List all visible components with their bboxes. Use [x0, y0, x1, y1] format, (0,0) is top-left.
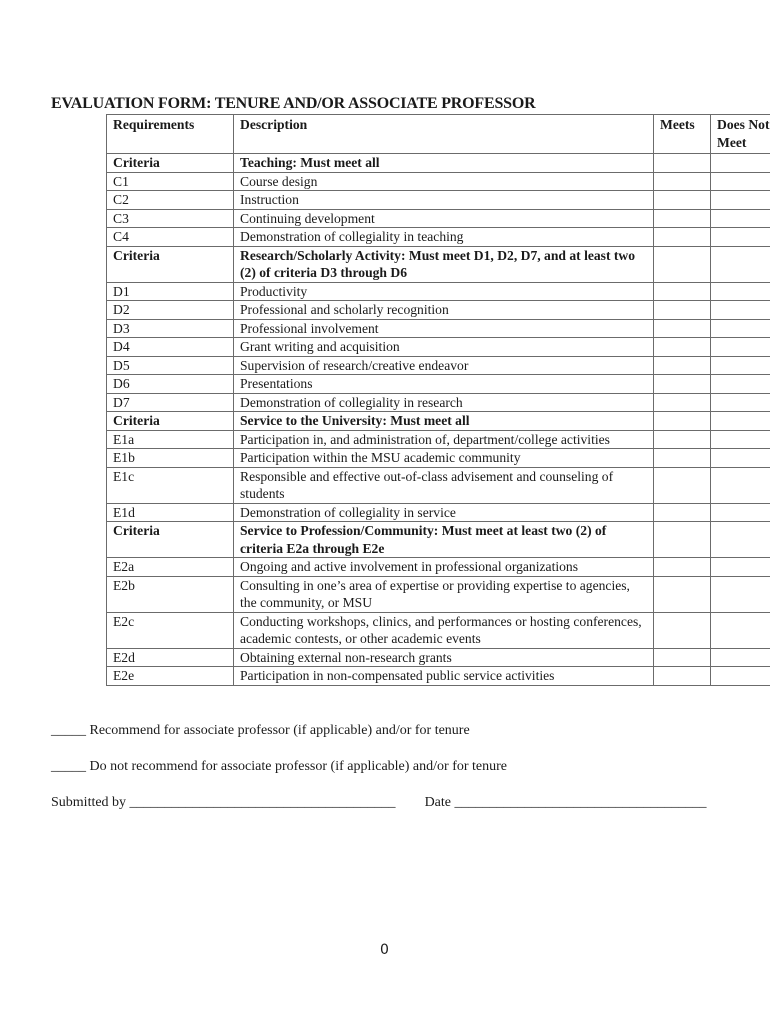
- table-row: [107, 430, 770, 449]
- meets-cell[interactable]: [654, 430, 711, 449]
- does-not-meet-cell[interactable]: [711, 228, 770, 247]
- requirement-cell: E1b: [107, 449, 234, 468]
- requirement-cell: E2b: [107, 576, 234, 612]
- table-row: [107, 612, 770, 648]
- description-cell: Service to the University: Must meet all: [234, 412, 654, 431]
- meets-cell[interactable]: [654, 449, 711, 468]
- meets-cell[interactable]: [654, 667, 711, 686]
- description-cell: Presentations: [234, 375, 654, 394]
- does-not-meet-cell[interactable]: [711, 246, 770, 282]
- table-row: [107, 319, 770, 338]
- table-row: [107, 209, 770, 228]
- description-cell: Participation in, and administration of, department/college activities: [234, 430, 654, 449]
- description-cell: Conducting workshops, clinics, and performances or hosting conferences, academic contests, or other academic events: [234, 612, 654, 648]
- evaluation-table: [106, 114, 770, 686]
- does-not-meet-cell[interactable]: [711, 393, 770, 412]
- does-not-meet-cell[interactable]: [711, 430, 770, 449]
- meets-cell[interactable]: [654, 503, 711, 522]
- requirement-cell: E1c: [107, 467, 234, 503]
- meets-cell[interactable]: [654, 338, 711, 357]
- description-cell: Professional and scholarly recognition: [234, 301, 654, 320]
- criteria-row: [107, 246, 770, 282]
- requirement-cell: Criteria: [107, 246, 234, 282]
- meets-cell[interactable]: [654, 209, 711, 228]
- submitted-by-field[interactable]: Submitted by ______________________________________: [51, 795, 396, 810]
- meets-cell[interactable]: [654, 393, 711, 412]
- does-not-meet-cell[interactable]: [711, 301, 770, 320]
- requirement-cell: D4: [107, 338, 234, 357]
- table-row: [107, 301, 770, 320]
- meets-cell[interactable]: [654, 612, 711, 648]
- requirement-cell: D6: [107, 375, 234, 394]
- description-cell: Productivity: [234, 282, 654, 301]
- signature-line: [51, 795, 707, 811]
- header-meets: Meets: [654, 115, 711, 154]
- date-field[interactable]: Date ____________________________________: [424, 795, 707, 810]
- description-cell: Service to Profession/Community: Must meet at least two (2) of criteria E2a through E2e: [234, 522, 654, 558]
- meets-cell[interactable]: [654, 576, 711, 612]
- table-row: [107, 393, 770, 412]
- requirement-cell: E2e: [107, 667, 234, 686]
- description-cell: Demonstration of collegiality in teaching: [234, 228, 654, 247]
- requirement-cell: D2: [107, 301, 234, 320]
- meets-cell[interactable]: [654, 375, 711, 394]
- meets-cell[interactable]: [654, 246, 711, 282]
- evaluation-table-container: [106, 114, 770, 686]
- table-row: [107, 503, 770, 522]
- meets-cell[interactable]: [654, 467, 711, 503]
- table-row: [107, 558, 770, 577]
- does-not-meet-cell[interactable]: [711, 648, 770, 667]
- description-cell: Supervision of research/creative endeavor: [234, 356, 654, 375]
- requirement-cell: C4: [107, 228, 234, 247]
- does-not-meet-cell[interactable]: [711, 667, 770, 686]
- meets-cell[interactable]: [654, 412, 711, 431]
- does-not-meet-cell[interactable]: [711, 319, 770, 338]
- table-row: [107, 338, 770, 357]
- requirement-cell: D3: [107, 319, 234, 338]
- meets-cell[interactable]: [654, 558, 711, 577]
- description-cell: Teaching: Must meet all: [234, 154, 654, 173]
- description-cell: Demonstration of collegiality in service: [234, 503, 654, 522]
- requirement-cell: E1d: [107, 503, 234, 522]
- description-cell: Course design: [234, 172, 654, 191]
- meets-cell[interactable]: [654, 282, 711, 301]
- description-cell: Grant writing and acquisition: [234, 338, 654, 357]
- description-cell: Research/Scholarly Activity: Must meet D1, D2, D7, and at least two (2) of criteria D3 through D6: [234, 246, 654, 282]
- table-row: [107, 356, 770, 375]
- meets-cell[interactable]: [654, 228, 711, 247]
- meets-cell[interactable]: [654, 154, 711, 173]
- table-row: [107, 667, 770, 686]
- criteria-row: [107, 522, 770, 558]
- meets-cell[interactable]: [654, 172, 711, 191]
- table-row: [107, 375, 770, 394]
- does-not-meet-cell[interactable]: [711, 375, 770, 394]
- criteria-row: [107, 154, 770, 173]
- description-cell: Demonstration of collegiality in research: [234, 393, 654, 412]
- page-number: 0: [380, 942, 389, 958]
- does-not-meet-cell[interactable]: [711, 612, 770, 648]
- does-not-meet-cell[interactable]: [711, 282, 770, 301]
- recommend-line: _____ Recommend for associate professor (if applicable) and/or for tenure: [51, 723, 470, 738]
- description-cell: Continuing development: [234, 209, 654, 228]
- meets-cell[interactable]: [654, 191, 711, 210]
- description-cell: Obtaining external non-research grants: [234, 648, 654, 667]
- requirement-cell: D5: [107, 356, 234, 375]
- requirement-cell: E1a: [107, 430, 234, 449]
- table-row: [107, 449, 770, 468]
- requirement-cell: E2c: [107, 612, 234, 648]
- table-row: [107, 282, 770, 301]
- requirement-cell: Criteria: [107, 522, 234, 558]
- description-cell: Responsible and effective out-of-class advisement and counseling of students: [234, 467, 654, 503]
- requirement-cell: D1: [107, 282, 234, 301]
- header-requirements: Requirements: [107, 115, 234, 154]
- requirement-cell: E2d: [107, 648, 234, 667]
- does-not-meet-cell[interactable]: [711, 172, 770, 191]
- table-row: [107, 576, 770, 612]
- requirement-cell: Criteria: [107, 412, 234, 431]
- meets-cell[interactable]: [654, 319, 711, 338]
- description-cell: Consulting in one’s area of expertise or providing expertise to agencies, the community, or MSU: [234, 576, 654, 612]
- does-not-meet-cell[interactable]: [711, 449, 770, 468]
- criteria-row: [107, 412, 770, 431]
- table-row: [107, 648, 770, 667]
- does-not-meet-cell[interactable]: [711, 467, 770, 503]
- does-not-meet-cell[interactable]: [711, 338, 770, 357]
- header-does-not-meet: Does Not Meet: [711, 115, 770, 154]
- not-recommend-line: _____ Do not recommend for associate professor (if applicable) and/or for tenure: [51, 759, 508, 774]
- meets-cell[interactable]: [654, 648, 711, 667]
- meets-cell[interactable]: [654, 301, 711, 320]
- table-header-row: [107, 115, 770, 154]
- description-cell: Instruction: [234, 191, 654, 210]
- does-not-meet-cell[interactable]: [711, 154, 770, 173]
- does-not-meet-cell[interactable]: [711, 412, 770, 431]
- does-not-meet-cell[interactable]: [711, 522, 770, 558]
- does-not-meet-cell[interactable]: [711, 356, 770, 375]
- table-row: [107, 228, 770, 247]
- description-cell: Professional involvement: [234, 319, 654, 338]
- table-body: [107, 154, 770, 686]
- does-not-meet-cell[interactable]: [711, 503, 770, 522]
- does-not-meet-cell[interactable]: [711, 576, 770, 612]
- requirement-cell: D7: [107, 393, 234, 412]
- meets-cell[interactable]: [654, 356, 711, 375]
- does-not-meet-cell[interactable]: [711, 558, 770, 577]
- table-row: [107, 172, 770, 191]
- requirement-cell: C1: [107, 172, 234, 191]
- meets-cell[interactable]: [654, 522, 711, 558]
- does-not-meet-cell[interactable]: [711, 191, 770, 210]
- requirement-cell: C3: [107, 209, 234, 228]
- requirement-cell: Criteria: [107, 154, 234, 173]
- requirement-cell: C2: [107, 191, 234, 210]
- form-title: EVALUATION FORM: TENURE AND/OR ASSOCIATE PROFESSOR: [51, 95, 536, 112]
- does-not-meet-cell[interactable]: [711, 209, 770, 228]
- table-row: [107, 467, 770, 503]
- description-cell: Ongoing and active involvement in professional organizations: [234, 558, 654, 577]
- table-row: [107, 191, 770, 210]
- description-cell: Participation within the MSU academic community: [234, 449, 654, 468]
- requirement-cell: E2a: [107, 558, 234, 577]
- header-description: Description: [234, 115, 654, 154]
- description-cell: Participation in non-compensated public service activities: [234, 667, 654, 686]
